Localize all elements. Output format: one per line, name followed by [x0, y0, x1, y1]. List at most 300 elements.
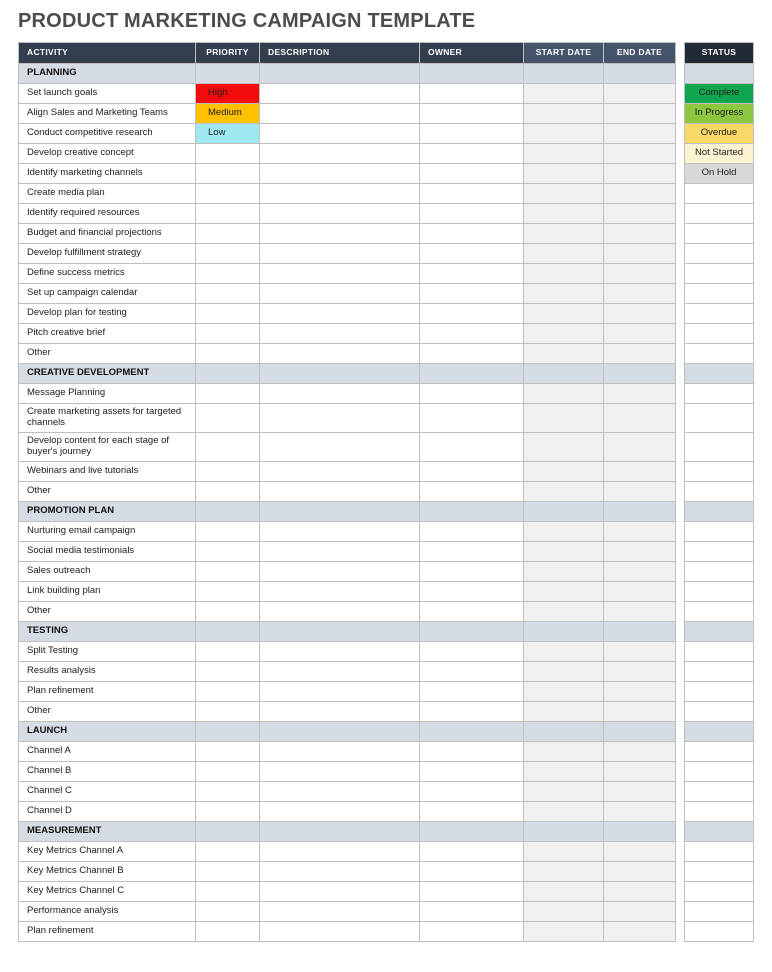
- start-date-cell[interactable]: [524, 104, 604, 124]
- description-cell[interactable]: [260, 502, 420, 522]
- description-cell[interactable]: [260, 384, 420, 404]
- activity-cell[interactable]: Results analysis: [18, 662, 196, 682]
- start-date-cell[interactable]: [524, 144, 604, 164]
- section-label-cell[interactable]: MEASUREMENT: [18, 822, 196, 842]
- owner-cell[interactable]: [420, 462, 524, 482]
- description-cell[interactable]: [260, 344, 420, 364]
- end-date-cell[interactable]: [604, 433, 676, 462]
- start-date-cell[interactable]: [524, 882, 604, 902]
- end-date-cell[interactable]: [604, 384, 676, 404]
- end-date-cell[interactable]: [604, 344, 676, 364]
- priority-cell[interactable]: [196, 433, 260, 462]
- status-cell[interactable]: [684, 542, 754, 562]
- owner-cell[interactable]: [420, 304, 524, 324]
- activity-cell[interactable]: Channel A: [18, 742, 196, 762]
- end-date-cell[interactable]: [604, 462, 676, 482]
- start-date-cell[interactable]: [524, 642, 604, 662]
- start-date-cell[interactable]: [524, 124, 604, 144]
- end-date-cell[interactable]: [604, 404, 676, 433]
- owner-cell[interactable]: [420, 642, 524, 662]
- start-date-cell[interactable]: [524, 922, 604, 942]
- end-date-cell[interactable]: [604, 224, 676, 244]
- owner-cell[interactable]: [420, 364, 524, 384]
- status-cell[interactable]: Overdue: [684, 124, 754, 144]
- description-cell[interactable]: [260, 462, 420, 482]
- status-cell[interactable]: [684, 304, 754, 324]
- start-date-cell[interactable]: [524, 722, 604, 742]
- description-cell[interactable]: [260, 582, 420, 602]
- description-cell[interactable]: [260, 822, 420, 842]
- activity-cell[interactable]: Nurturing email campaign: [18, 522, 196, 542]
- priority-cell[interactable]: [196, 922, 260, 942]
- description-cell[interactable]: [260, 882, 420, 902]
- section-label-cell[interactable]: PLANNING: [18, 64, 196, 84]
- activity-cell[interactable]: Develop plan for testing: [18, 304, 196, 324]
- description-cell[interactable]: [260, 862, 420, 882]
- end-date-cell[interactable]: [604, 104, 676, 124]
- status-cell[interactable]: Not Started: [684, 144, 754, 164]
- priority-cell[interactable]: [196, 782, 260, 802]
- owner-cell[interactable]: [420, 184, 524, 204]
- activity-cell[interactable]: Key Metrics Channel A: [18, 842, 196, 862]
- activity-cell[interactable]: Identify marketing channels: [18, 164, 196, 184]
- priority-cell[interactable]: [196, 482, 260, 502]
- description-cell[interactable]: [260, 762, 420, 782]
- priority-cell[interactable]: [196, 364, 260, 384]
- owner-cell[interactable]: [420, 862, 524, 882]
- owner-cell[interactable]: [420, 842, 524, 862]
- end-date-cell[interactable]: [604, 842, 676, 862]
- status-cell[interactable]: [684, 522, 754, 542]
- start-date-cell[interactable]: [524, 64, 604, 84]
- start-date-cell[interactable]: [524, 582, 604, 602]
- end-date-cell[interactable]: [604, 562, 676, 582]
- status-cell[interactable]: [684, 662, 754, 682]
- priority-cell[interactable]: [196, 562, 260, 582]
- priority-cell[interactable]: [196, 64, 260, 84]
- activity-cell[interactable]: Set launch goals: [18, 84, 196, 104]
- status-cell[interactable]: [684, 264, 754, 284]
- activity-cell[interactable]: Align Sales and Marketing Teams: [18, 104, 196, 124]
- owner-cell[interactable]: [420, 682, 524, 702]
- status-cell[interactable]: [684, 404, 754, 433]
- section-label-cell[interactable]: CREATIVE DEVELOPMENT: [18, 364, 196, 384]
- owner-cell[interactable]: [420, 882, 524, 902]
- activity-cell[interactable]: Channel B: [18, 762, 196, 782]
- description-cell[interactable]: [260, 284, 420, 304]
- description-cell[interactable]: [260, 842, 420, 862]
- status-cell[interactable]: [684, 802, 754, 822]
- start-date-cell[interactable]: [524, 324, 604, 344]
- description-cell[interactable]: [260, 542, 420, 562]
- priority-cell[interactable]: [196, 722, 260, 742]
- end-date-cell[interactable]: [604, 722, 676, 742]
- owner-cell[interactable]: [420, 84, 524, 104]
- activity-cell[interactable]: Plan refinement: [18, 682, 196, 702]
- owner-cell[interactable]: [420, 204, 524, 224]
- priority-cell[interactable]: [196, 842, 260, 862]
- priority-cell[interactable]: [196, 164, 260, 184]
- start-date-cell[interactable]: [524, 862, 604, 882]
- priority-cell[interactable]: [196, 304, 260, 324]
- status-cell[interactable]: [684, 502, 754, 522]
- priority-cell[interactable]: [196, 662, 260, 682]
- status-cell[interactable]: [684, 384, 754, 404]
- owner-cell[interactable]: [420, 404, 524, 433]
- end-date-cell[interactable]: [604, 682, 676, 702]
- status-cell[interactable]: [684, 622, 754, 642]
- end-date-cell[interactable]: [604, 124, 676, 144]
- owner-cell[interactable]: [420, 702, 524, 722]
- status-cell[interactable]: [684, 433, 754, 462]
- activity-cell[interactable]: Channel C: [18, 782, 196, 802]
- end-date-cell[interactable]: [604, 144, 676, 164]
- start-date-cell[interactable]: [524, 184, 604, 204]
- owner-cell[interactable]: [420, 602, 524, 622]
- description-cell[interactable]: [260, 124, 420, 144]
- status-cell[interactable]: [684, 244, 754, 264]
- priority-cell[interactable]: [196, 284, 260, 304]
- description-cell[interactable]: [260, 802, 420, 822]
- description-cell[interactable]: [260, 264, 420, 284]
- end-date-cell[interactable]: [604, 642, 676, 662]
- status-cell[interactable]: [684, 462, 754, 482]
- owner-cell[interactable]: [420, 782, 524, 802]
- priority-cell[interactable]: [196, 244, 260, 264]
- priority-cell[interactable]: [196, 384, 260, 404]
- activity-cell[interactable]: Pitch creative brief: [18, 324, 196, 344]
- description-cell[interactable]: [260, 682, 420, 702]
- activity-cell[interactable]: Develop content for each stage of buyer's journey: [18, 433, 196, 462]
- status-cell[interactable]: [684, 742, 754, 762]
- description-cell[interactable]: [260, 144, 420, 164]
- start-date-cell[interactable]: [524, 502, 604, 522]
- start-date-cell[interactable]: [524, 304, 604, 324]
- owner-cell[interactable]: [420, 144, 524, 164]
- start-date-cell[interactable]: [524, 433, 604, 462]
- status-cell[interactable]: [684, 364, 754, 384]
- priority-cell[interactable]: [196, 582, 260, 602]
- status-cell[interactable]: [684, 284, 754, 304]
- status-cell[interactable]: [684, 204, 754, 224]
- end-date-cell[interactable]: [604, 762, 676, 782]
- status-cell[interactable]: [684, 324, 754, 344]
- activity-cell[interactable]: Develop fulfillment strategy: [18, 244, 196, 264]
- owner-cell[interactable]: [420, 562, 524, 582]
- status-cell[interactable]: [684, 702, 754, 722]
- description-cell[interactable]: [260, 522, 420, 542]
- owner-cell[interactable]: [420, 324, 524, 344]
- end-date-cell[interactable]: [604, 324, 676, 344]
- end-date-cell[interactable]: [604, 522, 676, 542]
- end-date-cell[interactable]: [604, 502, 676, 522]
- start-date-cell[interactable]: [524, 384, 604, 404]
- end-date-cell[interactable]: [604, 862, 676, 882]
- priority-cell[interactable]: [196, 542, 260, 562]
- start-date-cell[interactable]: [524, 842, 604, 862]
- priority-cell[interactable]: High: [196, 84, 260, 104]
- end-date-cell[interactable]: [604, 164, 676, 184]
- status-cell[interactable]: [684, 782, 754, 802]
- description-cell[interactable]: [260, 922, 420, 942]
- start-date-cell[interactable]: [524, 782, 604, 802]
- start-date-cell[interactable]: [524, 244, 604, 264]
- priority-cell[interactable]: [196, 462, 260, 482]
- activity-cell[interactable]: Conduct competitive research: [18, 124, 196, 144]
- start-date-cell[interactable]: [524, 742, 604, 762]
- start-date-cell[interactable]: [524, 902, 604, 922]
- description-cell[interactable]: [260, 642, 420, 662]
- status-cell[interactable]: [684, 862, 754, 882]
- activity-cell[interactable]: Performance analysis: [18, 902, 196, 922]
- end-date-cell[interactable]: [604, 782, 676, 802]
- priority-cell[interactable]: [196, 862, 260, 882]
- status-cell[interactable]: [684, 64, 754, 84]
- description-cell[interactable]: [260, 364, 420, 384]
- start-date-cell[interactable]: [524, 522, 604, 542]
- activity-cell[interactable]: Other: [18, 482, 196, 502]
- end-date-cell[interactable]: [604, 922, 676, 942]
- priority-cell[interactable]: [196, 344, 260, 364]
- description-cell[interactable]: [260, 304, 420, 324]
- description-cell[interactable]: [260, 722, 420, 742]
- start-date-cell[interactable]: [524, 462, 604, 482]
- owner-cell[interactable]: [420, 742, 524, 762]
- status-cell[interactable]: [684, 762, 754, 782]
- owner-cell[interactable]: [420, 522, 524, 542]
- priority-cell[interactable]: [196, 622, 260, 642]
- description-cell[interactable]: [260, 433, 420, 462]
- activity-cell[interactable]: Social media testimonials: [18, 542, 196, 562]
- activity-cell[interactable]: Develop creative concept: [18, 144, 196, 164]
- activity-cell[interactable]: Define success metrics: [18, 264, 196, 284]
- end-date-cell[interactable]: [604, 482, 676, 502]
- end-date-cell[interactable]: [604, 304, 676, 324]
- status-cell[interactable]: [684, 184, 754, 204]
- activity-cell[interactable]: Other: [18, 344, 196, 364]
- priority-cell[interactable]: [196, 404, 260, 433]
- priority-cell[interactable]: [196, 522, 260, 542]
- description-cell[interactable]: [260, 702, 420, 722]
- priority-cell[interactable]: [196, 882, 260, 902]
- start-date-cell[interactable]: [524, 264, 604, 284]
- start-date-cell[interactable]: [524, 204, 604, 224]
- start-date-cell[interactable]: [524, 562, 604, 582]
- owner-cell[interactable]: [420, 124, 524, 144]
- end-date-cell[interactable]: [604, 204, 676, 224]
- priority-cell[interactable]: [196, 602, 260, 622]
- owner-cell[interactable]: [420, 384, 524, 404]
- activity-cell[interactable]: Key Metrics Channel C: [18, 882, 196, 902]
- owner-cell[interactable]: [420, 482, 524, 502]
- section-label-cell[interactable]: PROMOTION PLAN: [18, 502, 196, 522]
- priority-cell[interactable]: [196, 682, 260, 702]
- start-date-cell[interactable]: [524, 622, 604, 642]
- description-cell[interactable]: [260, 602, 420, 622]
- status-cell[interactable]: [684, 922, 754, 942]
- end-date-cell[interactable]: [604, 882, 676, 902]
- activity-cell[interactable]: Link building plan: [18, 582, 196, 602]
- priority-cell[interactable]: [196, 802, 260, 822]
- description-cell[interactable]: [260, 244, 420, 264]
- end-date-cell[interactable]: [604, 542, 676, 562]
- priority-cell[interactable]: [196, 762, 260, 782]
- activity-cell[interactable]: Other: [18, 602, 196, 622]
- status-cell[interactable]: On Hold: [684, 164, 754, 184]
- priority-cell[interactable]: [196, 224, 260, 244]
- activity-cell[interactable]: Channel D: [18, 802, 196, 822]
- priority-cell[interactable]: [196, 902, 260, 922]
- owner-cell[interactable]: [420, 822, 524, 842]
- end-date-cell[interactable]: [604, 662, 676, 682]
- end-date-cell[interactable]: [604, 802, 676, 822]
- description-cell[interactable]: [260, 482, 420, 502]
- status-cell[interactable]: [684, 562, 754, 582]
- start-date-cell[interactable]: [524, 542, 604, 562]
- end-date-cell[interactable]: [604, 184, 676, 204]
- owner-cell[interactable]: [420, 582, 524, 602]
- start-date-cell[interactable]: [524, 682, 604, 702]
- start-date-cell[interactable]: [524, 364, 604, 384]
- start-date-cell[interactable]: [524, 662, 604, 682]
- owner-cell[interactable]: [420, 802, 524, 822]
- description-cell[interactable]: [260, 902, 420, 922]
- owner-cell[interactable]: [420, 164, 524, 184]
- priority-cell[interactable]: [196, 742, 260, 762]
- owner-cell[interactable]: [420, 264, 524, 284]
- start-date-cell[interactable]: [524, 802, 604, 822]
- priority-cell[interactable]: [196, 822, 260, 842]
- start-date-cell[interactable]: [524, 822, 604, 842]
- section-label-cell[interactable]: LAUNCH: [18, 722, 196, 742]
- end-date-cell[interactable]: [604, 702, 676, 722]
- start-date-cell[interactable]: [524, 284, 604, 304]
- end-date-cell[interactable]: [604, 742, 676, 762]
- owner-cell[interactable]: [420, 284, 524, 304]
- owner-cell[interactable]: [420, 344, 524, 364]
- priority-cell[interactable]: [196, 324, 260, 344]
- priority-cell[interactable]: [196, 702, 260, 722]
- activity-cell[interactable]: Split Testing: [18, 642, 196, 662]
- description-cell[interactable]: [260, 622, 420, 642]
- status-cell[interactable]: [684, 882, 754, 902]
- end-date-cell[interactable]: [604, 264, 676, 284]
- description-cell[interactable]: [260, 64, 420, 84]
- start-date-cell[interactable]: [524, 164, 604, 184]
- status-cell[interactable]: [684, 642, 754, 662]
- owner-cell[interactable]: [420, 433, 524, 462]
- owner-cell[interactable]: [420, 224, 524, 244]
- status-cell[interactable]: In Progress: [684, 104, 754, 124]
- end-date-cell[interactable]: [604, 902, 676, 922]
- status-cell[interactable]: [684, 682, 754, 702]
- status-cell[interactable]: [684, 602, 754, 622]
- end-date-cell[interactable]: [604, 244, 676, 264]
- activity-cell[interactable]: Key Metrics Channel B: [18, 862, 196, 882]
- start-date-cell[interactable]: [524, 702, 604, 722]
- owner-cell[interactable]: [420, 244, 524, 264]
- activity-cell[interactable]: Set up campaign calendar: [18, 284, 196, 304]
- status-cell[interactable]: [684, 722, 754, 742]
- description-cell[interactable]: [260, 404, 420, 433]
- owner-cell[interactable]: [420, 104, 524, 124]
- status-cell[interactable]: [684, 902, 754, 922]
- status-cell[interactable]: [684, 842, 754, 862]
- end-date-cell[interactable]: [604, 364, 676, 384]
- end-date-cell[interactable]: [604, 602, 676, 622]
- activity-cell[interactable]: Identify required resources: [18, 204, 196, 224]
- start-date-cell[interactable]: [524, 762, 604, 782]
- status-cell[interactable]: [684, 482, 754, 502]
- description-cell[interactable]: [260, 224, 420, 244]
- priority-cell[interactable]: [196, 642, 260, 662]
- description-cell[interactable]: [260, 782, 420, 802]
- owner-cell[interactable]: [420, 902, 524, 922]
- section-label-cell[interactable]: TESTING: [18, 622, 196, 642]
- priority-cell[interactable]: [196, 144, 260, 164]
- end-date-cell[interactable]: [604, 284, 676, 304]
- activity-cell[interactable]: Create media plan: [18, 184, 196, 204]
- priority-cell[interactable]: [196, 264, 260, 284]
- activity-cell[interactable]: Other: [18, 702, 196, 722]
- status-cell[interactable]: [684, 344, 754, 364]
- start-date-cell[interactable]: [524, 482, 604, 502]
- owner-cell[interactable]: [420, 922, 524, 942]
- activity-cell[interactable]: Plan refinement: [18, 922, 196, 942]
- description-cell[interactable]: [260, 204, 420, 224]
- description-cell[interactable]: [260, 84, 420, 104]
- description-cell[interactable]: [260, 184, 420, 204]
- status-cell[interactable]: Complete: [684, 84, 754, 104]
- owner-cell[interactable]: [420, 762, 524, 782]
- activity-cell[interactable]: Webinars and live tutorials: [18, 462, 196, 482]
- owner-cell[interactable]: [420, 64, 524, 84]
- start-date-cell[interactable]: [524, 602, 604, 622]
- description-cell[interactable]: [260, 324, 420, 344]
- end-date-cell[interactable]: [604, 622, 676, 642]
- description-cell[interactable]: [260, 662, 420, 682]
- owner-cell[interactable]: [420, 622, 524, 642]
- owner-cell[interactable]: [420, 722, 524, 742]
- priority-cell[interactable]: [196, 502, 260, 522]
- activity-cell[interactable]: Sales outreach: [18, 562, 196, 582]
- start-date-cell[interactable]: [524, 224, 604, 244]
- description-cell[interactable]: [260, 742, 420, 762]
- description-cell[interactable]: [260, 562, 420, 582]
- priority-cell[interactable]: [196, 204, 260, 224]
- start-date-cell[interactable]: [524, 344, 604, 364]
- status-cell[interactable]: [684, 224, 754, 244]
- description-cell[interactable]: [260, 104, 420, 124]
- start-date-cell[interactable]: [524, 404, 604, 433]
- start-date-cell[interactable]: [524, 84, 604, 104]
- end-date-cell[interactable]: [604, 84, 676, 104]
- end-date-cell[interactable]: [604, 822, 676, 842]
- priority-cell[interactable]: Medium: [196, 104, 260, 124]
- priority-cell[interactable]: [196, 184, 260, 204]
- activity-cell[interactable]: Budget and financial projections: [18, 224, 196, 244]
- end-date-cell[interactable]: [604, 64, 676, 84]
- activity-cell[interactable]: Message Planning: [18, 384, 196, 404]
- owner-cell[interactable]: [420, 502, 524, 522]
- priority-cell[interactable]: Low: [196, 124, 260, 144]
- owner-cell[interactable]: [420, 662, 524, 682]
- status-cell[interactable]: [684, 582, 754, 602]
- description-cell[interactable]: [260, 164, 420, 184]
- owner-cell[interactable]: [420, 542, 524, 562]
- activity-cell[interactable]: Create marketing assets for targeted channels: [18, 404, 196, 433]
- status-cell[interactable]: [684, 822, 754, 842]
